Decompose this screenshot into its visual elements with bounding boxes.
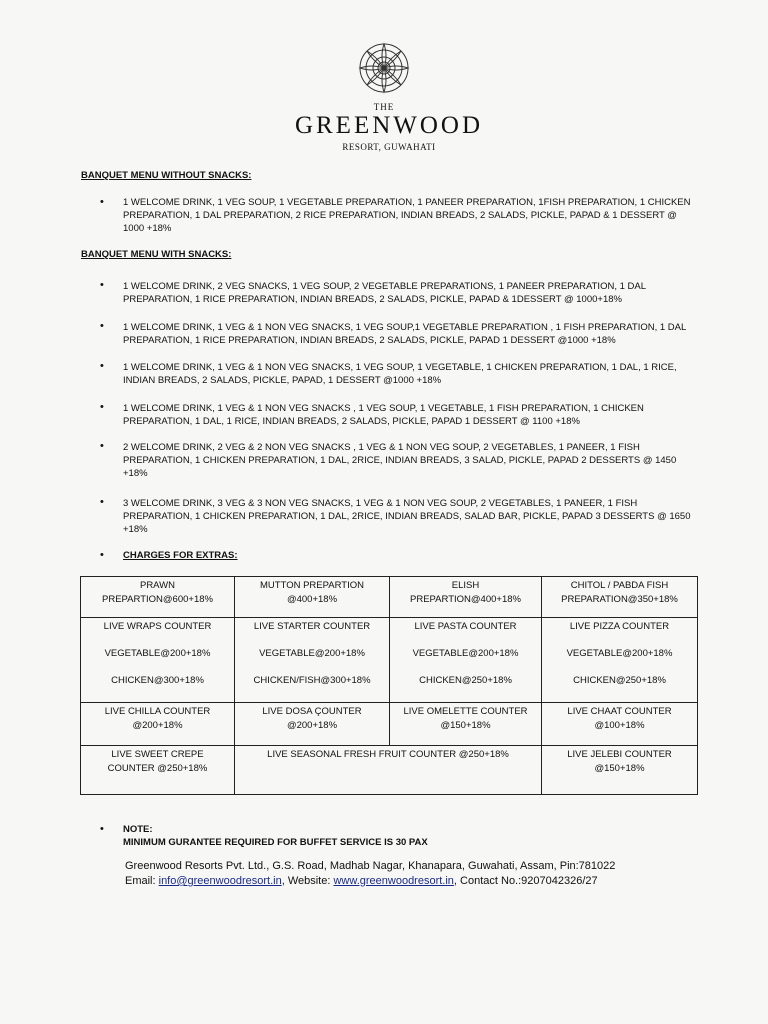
bullet-icon: • (100, 823, 104, 835)
table-cell: LIVE PIZZA COUNTER VEGETABLE@200+18% CHICKEN@250+18% (542, 618, 698, 703)
table-row (81, 618, 698, 703)
bullet-icon: • (100, 440, 104, 452)
heading-with-snacks: BANQUET MENU WITH SNACKS: (81, 249, 232, 260)
table-cell: PRAWN PREPARTION@600+18% (81, 577, 235, 618)
table-cell: LIVE CHAAT COUNTER @100+18% (542, 703, 698, 746)
table-cell: LIVE PASTA COUNTER VEGETABLE@200+18% CHICKEN@250+18% (390, 618, 542, 703)
footer-address: Greenwood Resorts Pvt. Ltd., G.S. Road, Madhab Nagar, Khanapara, Guwahati, Assam, Pin:781022 (125, 860, 616, 872)
menu-item: 2 WELCOME DRINK, 2 VEG & 2 NON VEG SNACKS , 1 VEG & 1 NON VEG SOUP, 2 VEGETABLES, 1 PANEER, 1 FISH PREPARATION, 1 CHICKEN PREPARATION, 1 DAL, 2RICE, INDIAN BREADS, 3 SALAD, PICKLE, PAPAD 2 DESSERTS @ 1450 +18% (123, 442, 677, 479)
website-link[interactable]: www.greenwoodresort.in (333, 875, 454, 887)
menu-item: 1 WELCOME DRINK, 1 VEG SOUP, 1 VEGETABLE PREPARATION, 1 PANEER PREPARATION, 1FISH PREPARATION, 1 CHICKEN PREPARATION, 1 DAL PREPARATION, 2 RICE PREPARATION, INDIAN BREADS, 2 SALADS, PICKLE, PAPAD & 1 DESSERT @ 1000 +18% (123, 197, 691, 234)
footer-contact (125, 875, 598, 887)
note-label: NOTE: (123, 824, 153, 835)
bullet-icon: • (100, 496, 104, 508)
email-label: Email: (125, 875, 159, 887)
table-cell: LIVE WRAPS COUNTER VEGETABLE@200+18% CHICKEN@300+18% (81, 618, 235, 703)
bullet-icon: • (100, 549, 104, 561)
table-cell: LIVE SWEET CREPE COUNTER @250+18% (81, 746, 235, 795)
greenwood-logo-icon (358, 42, 410, 94)
website-label: , Website: (281, 875, 334, 887)
table-row (81, 746, 698, 795)
brand-subtitle: RESORT, GUWAHATI (342, 142, 436, 152)
contact-number: , Contact No.:9207042326/27 (453, 875, 598, 887)
menu-item: 3 WELCOME DRINK, 3 VEG & 3 NON VEG SNACKS, 1 VEG & 1 NON VEG SOUP, 2 VEGETABLES, 1 PANEER, 1 FISH PREPARATION, 1 CHICKEN PREPARATION, 1 DAL, 2RICE, INDIAN BREADS, SALAD BAR, PICKLE, PAPAD 3 DESSERTS @ 1650 +18% (123, 498, 691, 535)
bullet-icon: • (100, 279, 104, 291)
table-cell: LIVE JELEBI COUNTER @150+18% (542, 746, 698, 795)
bullet-icon: • (100, 401, 104, 413)
brand-the: THE (373, 102, 395, 112)
menu-item: 1 WELCOME DRINK, 2 VEG SNACKS, 1 VEG SOUP, 2 VEGETABLE PREPARATIONS, 1 PANEER PREPARATION, 1 DAL PREPARATION, 1 RICE PREPARATION, INDIAN BREADS, 2 SALADS, PICKLE, PAPAD & 1DESSERT @ 1000+18% (123, 281, 646, 305)
menu-item: 1 WELCOME DRINK, 1 VEG & 1 NON VEG SNACKS, 1 VEG SOUP,1 VEGETABLE PREPARATION , 1 FISH PREPARATION, 1 DAL PREPARATION, 1 RICE PREPARATION, INDIAN BREADS, 2 SALADS, PICKLE, PAPAD 1 DESSERT @1000 +18% (123, 322, 686, 346)
table-row (81, 577, 698, 618)
table-cell: MUTTON PREPARTION @400+18% (235, 577, 390, 618)
email-link[interactable]: info@greenwoodresort.in (158, 875, 282, 887)
table-cell: LIVE SEASONAL FRESH FRUIT COUNTER @250+18% (235, 746, 542, 795)
table-cell: LIVE STARTER COUNTER VEGETABLE@200+18% CHICKEN/FISH@300+18% (235, 618, 390, 703)
heading-without-snacks: BANQUET MENU WITHOUT SNACKS: (81, 170, 252, 181)
menu-item: 1 WELCOME DRINK, 1 VEG & 1 NON VEG SNACKS , 1 VEG SOUP, 1 VEGETABLE, 1 FISH PREPARATION, 1 CHICKEN PREPARATION, 1 DAL, 1 RICE, INDIAN BREADS, 2 SALADS, PICKLE, PAPAD 1 DESSERT @ 1100 +18% (123, 403, 644, 427)
table-cell: LIVE OMELETTE COUNTER @150+18% (390, 703, 542, 746)
table-cell: CHITOL / PABDA FISH PREPARATION@350+18% (542, 577, 698, 618)
bullet-icon: • (100, 196, 104, 208)
extras-table (80, 576, 698, 795)
table-row (81, 703, 698, 746)
table-cell: LIVE CHILLA COUNTER @200+18% (81, 703, 235, 746)
brand-name: GREENWOOD (294, 112, 484, 139)
bullet-icon: • (100, 320, 104, 332)
table-cell: LIVE DOSA ÇOUNTER @200+18% (235, 703, 390, 746)
note-text: MINIMUM GURANTEE REQUIRED FOR BUFFET SERVICE IS 30 PAX (123, 837, 428, 848)
menu-item: 1 WELCOME DRINK, 1 VEG & 1 NON VEG SNACKS, 1 VEG SOUP, 1 VEGETABLE, 1 CHICKEN PREPARATION, 1 DAL, 1 RICE, INDIAN BREADS, 2 SALADS, PICKLE, PAPAD, 1 DESSERT @1000 +18% (123, 362, 677, 386)
bullet-icon: • (100, 360, 104, 372)
table-cell: ELISH PREPARTION@400+18% (390, 577, 542, 618)
extras-label: CHARGES FOR EXTRAS: (123, 550, 238, 561)
